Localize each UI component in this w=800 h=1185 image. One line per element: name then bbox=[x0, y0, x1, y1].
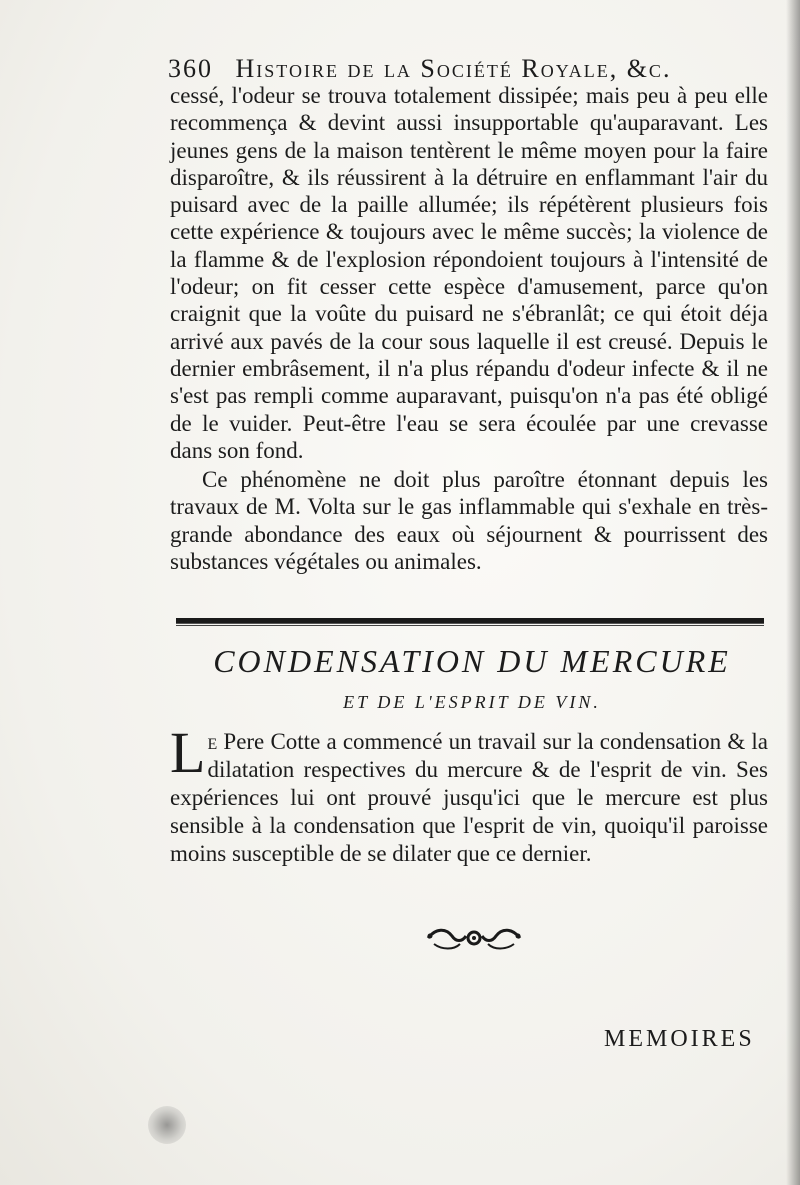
section-divider-rule bbox=[176, 618, 764, 624]
section-paragraph bbox=[170, 720, 768, 868]
body-paragraph-1: cessé, l'odeur se trouva totalement dissipée; mais peu à peu elle recommença & devint aussi insupportable qu'auparavant. Les jeunes gens de la maison tentèrent le même moyen pour la faire disparoître, & ils réussirent à la détruire en enflammant l'air du puisard avec de la paille allumée; ils répétèrent plusieurs fois cette expérience & toujours avec le même succès; la violence de la flamme & de l'explosion répondoient toujours à l'intensité de l'odeur; on fit cesser cette espèce d'amusement, parce qu'on craignit que la voûte du puisard ne s'ébranlât; ce qui étoit déja arrivé aux pavés de la cour sous laquelle il est creusé. Depuis le dernier embrâsement, il n'a plus répandu d'odeur infecte & il ne s'est pas rempli comme auparavant, puisqu'on n'a pas été obligé de le vuider. Peut-être l'eau se sera écoulée par une crevasse dans son fond. bbox=[170, 83, 768, 463]
page-edge-shadow bbox=[786, 0, 800, 1185]
section-subtitle: ET DE L'ESPRIT DE VIN. bbox=[343, 692, 601, 712]
page-number: 360 bbox=[168, 54, 213, 83]
drop-cap: L bbox=[170, 720, 206, 785]
section-body bbox=[170, 720, 768, 868]
main-text bbox=[170, 82, 768, 575]
section-title: CONDENSATION DU MERCURE bbox=[213, 643, 731, 679]
catchword: MEMOIRES bbox=[604, 1026, 755, 1052]
body-paragraph-2: Ce phénomène ne doit plus paroître étonnant depuis les travaux de M. Volta sur le gas inflammable qui s'exhale en très-grande abondance des eaux où séjournent & pourrissent des substances végétales ou animales. bbox=[170, 467, 768, 575]
section-paragraph-text: Pere Cotte a commencé un travail sur la condensation & la dilatation respectives du mercure & de l'esprit de vin. Ses expériences lui ont prouvé jusqu'ici que le mercure est plus sensible à la condensation que l'esprit de vin, quoiqu'il paroisse moins susceptible de se dilater que ce dernier. bbox=[170, 729, 768, 866]
drop-cap-continuation: e bbox=[207, 729, 218, 754]
fleuron-ornament-icon bbox=[424, 924, 524, 952]
running-head-title: Histoire de la Société Royale, &c. bbox=[235, 54, 672, 83]
ink-smudge bbox=[148, 1106, 186, 1144]
